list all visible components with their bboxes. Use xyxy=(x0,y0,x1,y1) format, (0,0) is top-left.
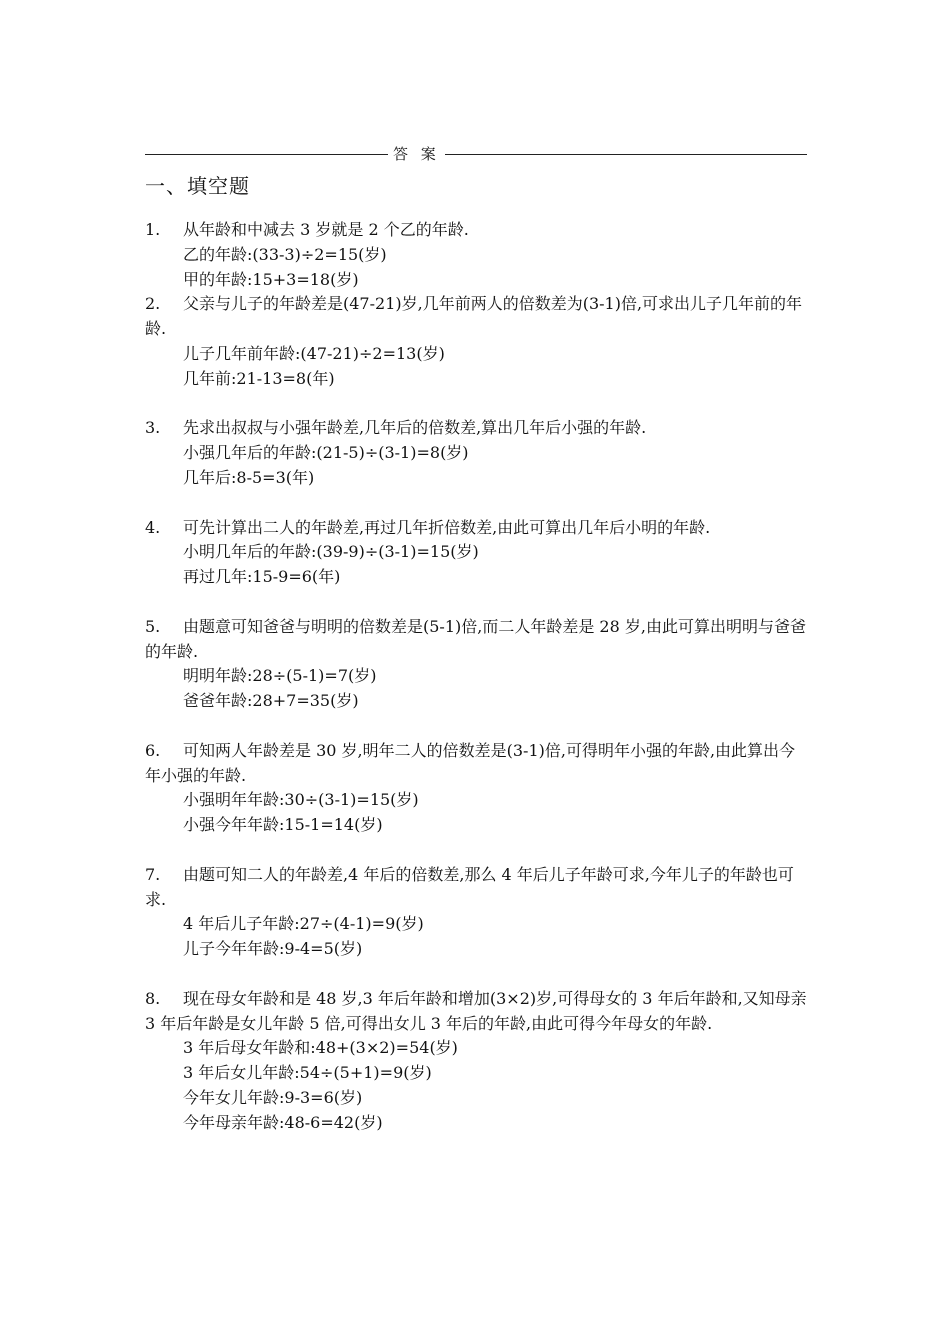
problem-3-statement: 3. 先求出叔叔与小强年龄差,几年后的倍数差,算出几年后小强的年龄. xyxy=(145,416,807,441)
problem-6-statement: 6. 可知两人年龄差是 30 岁,明年二人的倍数差是(3-1)倍,可得明年小强的年龄,由此算出今年小强的年龄. xyxy=(145,740,796,785)
problem-8-step-3: 今年女儿年龄:9-3=6(岁) xyxy=(183,1087,363,1107)
spacer xyxy=(145,491,807,516)
problem-5-statement: 5. 由题意可知爸爸与明明的倍数差是(5-1)倍,而二人年龄差是 28 岁,由此可算出明明与爸爸的年龄. xyxy=(145,616,806,661)
problem-6-step-2: 小强今年年龄:15-1=14(岁) xyxy=(183,815,383,835)
problem-7-step-2: 儿子今年年龄:9-4=5(岁) xyxy=(183,939,363,959)
problem-number: 5. xyxy=(145,616,161,636)
spacer xyxy=(145,838,807,863)
problem-1-step-1: 乙的年龄:(33-3)÷2=15(岁) xyxy=(183,244,387,264)
problem-2-step-1: 儿子几年前年龄:(47-21)÷2=13(岁) xyxy=(183,343,445,363)
problem-6-step-1: 小强明年年龄:30÷(3-1)=15(岁) xyxy=(183,790,419,810)
problem-number: 8. xyxy=(145,988,161,1008)
problem-number: 7. xyxy=(145,864,161,884)
problem-1-step-2: 甲的年龄:15+3=18(岁) xyxy=(183,269,359,289)
answer-list xyxy=(145,218,807,1135)
spacer xyxy=(145,392,807,417)
problem-3-step-2: 几年后:8-5=3(年) xyxy=(183,467,315,487)
spacer xyxy=(145,962,807,987)
problem-8-step-2: 3 年后女儿年龄:54÷(5+1)=9(岁) xyxy=(183,1063,432,1083)
answer-title: 答 案 xyxy=(393,145,440,163)
problem-8-step-1: 3 年后母女年龄和:48+(3×2)=54(岁) xyxy=(183,1038,458,1058)
problem-4-step-1: 小明几年后的年龄:(39-9)÷(3-1)=15(岁) xyxy=(183,542,479,562)
problem-2-step-2: 几年前:21-13=8(年) xyxy=(183,368,335,388)
spacer xyxy=(145,714,807,739)
problem-5-step-1: 明明年龄:28÷(5-1)=7(岁) xyxy=(183,666,377,686)
problem-7-statement: 7. 由题可知二人的年龄差,4 年后的倍数差,那么 4 年后儿子年龄可求,今年儿子的年龄也可求. xyxy=(145,864,794,909)
problem-8-step-4: 今年母亲年龄:48-6=42(岁) xyxy=(183,1112,383,1132)
section-title: 一、填空题 xyxy=(145,174,250,198)
problem-4-step-2: 再过几年:15-9=6(年) xyxy=(183,567,341,587)
problem-3-step-1: 小强几年后的年龄:(21-5)÷(3-1)=8(岁) xyxy=(183,443,469,463)
problem-number: 3. xyxy=(145,418,161,438)
problem-1-statement: 1. 从年龄和中减去 3 岁就是 2 个乙的年龄. xyxy=(145,218,807,243)
answer-header xyxy=(145,143,807,165)
header-rule-left xyxy=(145,154,388,155)
problem-8-statement: 8. 现在母女年龄和是 48 岁,3 年后年龄和增加(3×2)岁,可得母女的 3 年后年龄和,又知母亲 3 年后年龄是女儿年龄 5 倍,可得出女儿 3 年后的年龄,由此可得今年母女的年龄. xyxy=(145,988,807,1033)
problem-5-step-2: 爸爸年龄:28+7=35(岁) xyxy=(183,691,359,711)
problem-number: 2. xyxy=(145,294,161,314)
problem-number: 1. xyxy=(145,220,161,239)
problem-2-statement: 2. 父亲与儿子的年龄差是(47-21)岁,几年前两人的倍数差为(3-1)倍,可求出儿子几年前的年龄. xyxy=(145,294,803,339)
header-rule-right xyxy=(445,154,807,155)
problem-number: 4. xyxy=(145,517,161,537)
spacer xyxy=(145,590,807,615)
problem-number: 6. xyxy=(145,740,161,760)
problem-7-step-1: 4 年后儿子年龄:27÷(4-1)=9(岁) xyxy=(183,914,424,934)
problem-4-statement: 4. 可先计算出二人的年龄差,再过几年折倍数差,由此可算出几年后小明的年龄. xyxy=(145,516,807,541)
